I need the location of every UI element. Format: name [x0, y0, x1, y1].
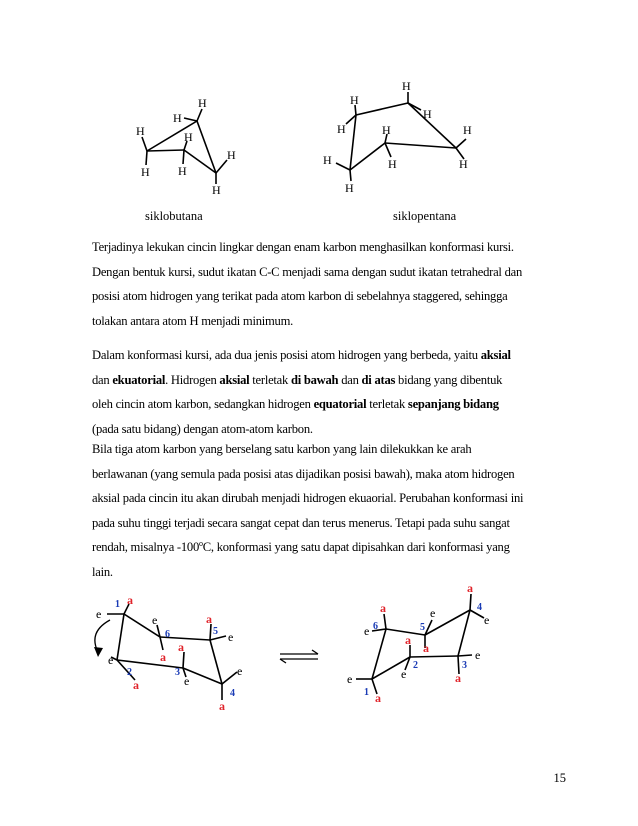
text-run: Terjadinya lekukan cincin lingkar dengan enam karbon menghasilkan konformasi kursi.: [92, 240, 514, 254]
flip-arrow-head: [94, 647, 103, 657]
equatorial-label: e: [152, 613, 158, 627]
bold-term: di atas: [361, 372, 396, 387]
axial-label: a: [160, 650, 166, 664]
hydrogen-label: H: [463, 123, 472, 137]
equatorial-label: e: [475, 648, 481, 662]
text-run: lain.: [92, 564, 113, 579]
page-number: 15: [553, 771, 566, 785]
right-chair-bonds: [356, 594, 484, 694]
bold-term: di bawah: [290, 372, 339, 387]
equatorial-label: e: [96, 607, 102, 621]
hydrogen-label: H: [184, 130, 193, 144]
hydrogen-label: H: [323, 153, 332, 167]
hydrogen-label: H: [459, 157, 468, 171]
caption-cyclobutane: siklobutana: [145, 209, 203, 223]
text-run: pada suhu tinggi terjadi secara sangat cepat dan terus menerus. Tetapi pada suhu sangat: [92, 515, 510, 530]
equatorial-label: e: [228, 630, 234, 644]
equatorial-label: e: [184, 674, 190, 688]
carbon-number: 1: [115, 599, 120, 610]
hydrogen-label: H: [382, 123, 391, 137]
axial-label: a: [467, 581, 473, 595]
carbon-number: 1: [364, 687, 369, 698]
carbon-number: 3: [462, 660, 467, 671]
text-run: . Hidrogen: [165, 372, 220, 387]
text-run: oleh cincin atom karbon, sedangkan hidrogen: [92, 397, 314, 411]
caption-cyclopentane: siklopentana: [393, 209, 457, 223]
equatorial-label: e: [347, 672, 353, 686]
carbon-number: 3: [175, 667, 180, 678]
hydrogen-label: H: [136, 124, 145, 138]
bold-term: aksial: [480, 348, 511, 362]
equatorial-label: e: [364, 624, 370, 638]
carbon-number: 6: [373, 621, 378, 632]
bold-term: sepanjang bidang: [407, 397, 499, 411]
superscript: o: [199, 539, 203, 548]
axial-label: a: [405, 633, 411, 647]
hydrogen-label: H: [350, 93, 359, 107]
hydrogen-label: H: [141, 165, 150, 179]
hydrogen-label: H: [345, 181, 354, 195]
flip-arrow-curve: [95, 620, 110, 652]
text-run: dan: [338, 372, 362, 387]
carbon-number: 5: [213, 626, 218, 637]
hydrogen-label: H: [402, 79, 411, 93]
equatorial-label: e: [484, 613, 490, 627]
hydrogen-label: H: [178, 164, 187, 178]
axial-label: a: [178, 640, 184, 654]
carbon-number: 5: [420, 622, 425, 633]
carbon-number: 4: [230, 688, 235, 699]
bold-term: aksial: [219, 372, 250, 387]
carbon-number: 2: [127, 667, 132, 678]
equilibrium-arrows: [280, 650, 318, 663]
text-run: aksial pada cincin itu akan dirubah menjadi hidrogen ekuaorial. Perubahan konformasi ini: [92, 491, 524, 505]
equatorial-label: e: [108, 653, 114, 667]
axial-label: a: [219, 699, 225, 713]
equatorial-label: e: [430, 606, 436, 620]
hydrogen-label: H: [423, 107, 432, 121]
hydrogen-label: H: [198, 96, 207, 110]
hydrogen-label: H: [337, 122, 346, 136]
equatorial-label: e: [237, 664, 243, 678]
text-run: (pada satu bidang) dengan atom-atom karbon.: [92, 421, 313, 436]
text-run: tolakan antara atom H menjadi minimum.: [92, 313, 294, 328]
bold-term: equatorial: [313, 397, 367, 411]
right-chair-labels: [347, 581, 489, 705]
axial-label: a: [375, 691, 381, 705]
text-run: dan: [92, 372, 113, 387]
carbon-number: 4: [477, 602, 482, 613]
axial-label: a: [455, 671, 461, 685]
text-run: Bila tiga atom karbon yang berselang satu karbon yang lain dilekukkan ke arah: [92, 442, 472, 456]
text-run: rendah, misalnya -100: [92, 540, 200, 554]
axial-label: a: [423, 641, 429, 655]
axial-label: a: [133, 678, 139, 692]
carbon-number: 2: [413, 660, 418, 671]
carbon-number: 6: [165, 629, 170, 640]
axial-label: a: [206, 612, 212, 626]
text-run: C, konformasi yang satu dapat dipisahkan dari konformasi yang: [202, 540, 510, 554]
text-run: posisi atom hidrogen yang terikat pada atom karbon di sebelahnya staggered, sehingga: [92, 289, 508, 303]
hydrogen-label: H: [173, 111, 182, 125]
left-chair-bonds: [107, 604, 237, 700]
text-run: berlawanan (yang semula pada posisi atas dijadikan posisi bawah), maka atom hidrogen: [92, 466, 515, 481]
text-run: Dalam konformasi kursi, ada dua jenis posisi atom hidrogen yang berbeda, yaitu: [92, 348, 481, 362]
hydrogen-label: H: [212, 183, 221, 197]
text-run: terletak: [366, 397, 408, 411]
hydrogen-label: H: [227, 148, 236, 162]
text-run: terletak: [249, 372, 291, 387]
text-run: bidang yang dibentuk: [395, 372, 503, 387]
axial-label: a: [127, 593, 133, 607]
text-run: Dengan bentuk kursi, sudut ikatan C-C menjadi sama dengan sudut ikatan tetrahedral dan: [92, 264, 523, 279]
hydrogen-label: H: [388, 157, 397, 171]
equatorial-label: e: [401, 667, 407, 681]
axial-label: a: [380, 601, 386, 615]
bold-term: ekuatorial: [112, 372, 166, 387]
